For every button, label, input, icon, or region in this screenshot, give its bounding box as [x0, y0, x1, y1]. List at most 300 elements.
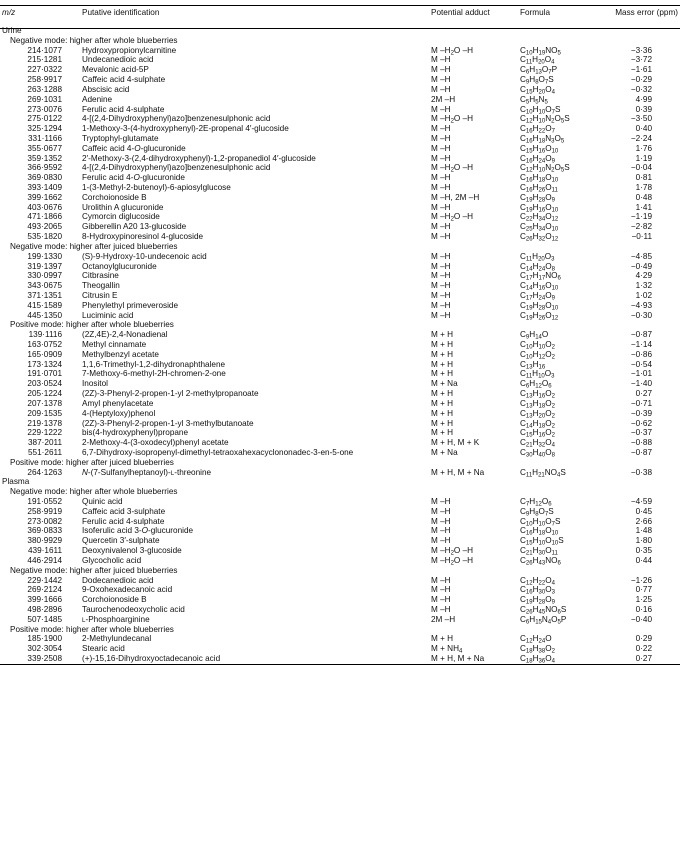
table-row [0, 556, 680, 566]
table-row [0, 634, 680, 644]
table-row [0, 85, 680, 95]
group-label: Negative mode: higher after whole blueberries [10, 35, 178, 45]
cell-mz: 439·1611 [28, 546, 62, 556]
cell-formula: $C_{16}H_{30}O_3$ [520, 585, 555, 596]
cell-identification: Gibberellin A20 13-glucoside [82, 222, 187, 232]
cell-identification: Caffeic acid 3-sulphate [82, 506, 166, 516]
cell-formula: $C_{26}H_{43}NO_6$ [520, 555, 561, 567]
cell-formula: $C_{19}H_{16}O_{10}$ [520, 202, 559, 214]
cell-mz: 173·1324 [27, 359, 62, 369]
cell-adduct: M –H [431, 310, 451, 320]
cell-adduct: M –H [431, 271, 451, 281]
cell-identification: Phenylethyl primeveroside [82, 300, 179, 310]
cell-mz: 493·2065 [27, 222, 62, 232]
cell-adduct: M –H [431, 153, 451, 163]
cell-adduct: M –H [431, 516, 451, 526]
cell-adduct: M + H [431, 359, 454, 369]
cell-adduct: M –H [431, 506, 451, 516]
cell-adduct: M –H [431, 575, 451, 585]
cell-mass-error: 1·41 [635, 202, 652, 212]
cell-mz: 191·0701 [27, 369, 62, 379]
cell-adduct: 2M –H [431, 614, 456, 624]
cell-adduct: M + H, M + Na [431, 654, 485, 663]
group-heading [0, 625, 680, 635]
cell-identification: Adenine [82, 94, 113, 104]
cell-identification: Ferulic acid 4-O-glucuronide [82, 173, 185, 183]
cell-mass-error: 0·27 [635, 389, 652, 399]
table-row [0, 65, 680, 75]
cell-formula: $C_9H_8O_7S$ [520, 75, 554, 86]
cell-mz: 339·2508 [27, 654, 62, 663]
cell-mass-error: −0·40 [630, 614, 652, 624]
cell-formula: $C_{17}H_{17}NO_6$ [520, 271, 561, 282]
table-row [0, 271, 680, 281]
cell-identification: Ferulic acid 4-sulphate [82, 104, 165, 114]
cell-mass-error: −4·93 [630, 300, 652, 310]
cell-mz: 199·1330 [27, 251, 62, 261]
cell-identification: Methylbenzyl acetate [82, 349, 159, 359]
cell-mz: 263·1288 [27, 84, 62, 94]
cell-mz: 275·0122 [27, 114, 62, 124]
cell-identification: 6,7-Dihydroxy-isopropenyl-dimethyl-tetraoxahexacyclononadec-3-en-5-one [82, 447, 354, 457]
cell-identification: Corchoionoside B [82, 192, 147, 202]
cell-adduct: M + H [431, 389, 454, 399]
cell-adduct: M + Na [431, 447, 458, 457]
cell-mz: 319·1397 [27, 261, 62, 271]
cell-mz: 227·0322 [27, 65, 62, 75]
cell-mz: 366·9592 [27, 163, 62, 173]
table-row [0, 497, 680, 507]
cell-identification: Glycocholic acid [82, 555, 142, 565]
table-row [0, 468, 680, 478]
cell-adduct: M + H [431, 330, 454, 340]
cell-formula: $C_{15}H_{10}O_{10}S$ [520, 536, 564, 547]
cell-identification: Quinic acid [82, 497, 123, 506]
cell-adduct: M –H [431, 202, 451, 212]
cell-mass-error: 0·22 [635, 644, 652, 654]
cell-formula: $C_6H_{13}O_7P$ [520, 65, 558, 76]
cell-identification: N-(7-Sulfanylheptanoyl)-L-threonine [82, 467, 212, 477]
cell-mz: 325·1294 [27, 124, 62, 134]
table-row [0, 517, 680, 527]
table-body [0, 26, 680, 665]
cell-mz: 269·1031 [27, 94, 62, 104]
table-row [0, 546, 680, 556]
cell-mz: 185·1900 [27, 634, 62, 644]
cell-mass-error: −0·11 [631, 232, 652, 242]
cell-mass-error: 1·48 [635, 526, 652, 536]
cell-mass-error: −0·54 [630, 359, 652, 369]
cell-formula: $C_{13}H_{16}$ [520, 359, 546, 371]
group-label: Positive mode: higher after whole blueberries [10, 624, 174, 634]
cell-adduct: M –H [431, 261, 451, 271]
table-row [0, 183, 680, 193]
header-row [0, 3, 680, 23]
table-row [0, 350, 680, 360]
cell-formula: $C_{26}H_{45}NO_6S$ [520, 604, 567, 616]
cell-mz: 258·9917 [27, 75, 62, 85]
cell-mass-error: −3·72 [630, 55, 652, 65]
cell-formula: $C_{16}H_{22}O_7$ [520, 124, 555, 135]
cell-adduct: M $-H_2O$ –H [431, 546, 474, 557]
cell-formula: $C_{10}H_{10}O_7S$ [520, 104, 561, 115]
cell-adduct: $M + NH_4$ [431, 644, 463, 655]
cell-mass-error: 0·27 [635, 654, 652, 663]
table-row [0, 615, 680, 625]
cell-mass-error: −0·39 [630, 408, 652, 418]
cell-identification: 1-(3-Methyl-2-butenoyl)-6-apiosylglucose [82, 183, 231, 192]
cell-formula: $C_{19}H_{28}O_{10}$ [520, 300, 559, 312]
cell-mz: 229·1442 [27, 575, 62, 585]
cell-adduct: M $-H_2O$ –H [431, 114, 474, 125]
cell-adduct: M –H [431, 222, 451, 232]
cell-identification: 7-Methoxy-6-methyl-2H-chromen-2-one [82, 369, 226, 379]
cell-mz: 258·9919 [27, 506, 62, 516]
cell-identification: (2Z)-3-Phenyl-2-propen-1-yl 2-methylpropanoate [82, 389, 259, 399]
table-row [0, 654, 680, 664]
cell-formula: $C_{12}H_{10}N_2O_5S$ [520, 114, 570, 125]
table-row [0, 75, 680, 85]
cell-identification: Stearic acid [82, 644, 125, 654]
cell-mass-error: 0·45 [635, 506, 652, 516]
cell-identification: Tryptophyl-glutamate [82, 133, 159, 143]
cell-identification: Deoxynivalenol 3-glucoside [82, 546, 182, 556]
table-row [0, 399, 680, 409]
cell-identification: 2-Methoxy-4-(3-oxodecyl)phenyl acetate [82, 438, 229, 448]
table-row [0, 134, 680, 144]
cell-formula: $C_{12}H_{10}N_2O_5S$ [520, 163, 570, 174]
cell-mz: 302·3054 [27, 644, 62, 654]
cell-mass-error: 0·77 [635, 585, 652, 595]
cell-formula: $C_{11}H_{20}O_4$ [520, 55, 555, 66]
cell-formula: $C_{16}H_{24}O_9$ [520, 153, 555, 165]
cell-mz: 535·1820 [27, 232, 62, 242]
cell-mz: 343·0675 [27, 281, 62, 291]
table-row [0, 507, 680, 517]
cell-identification: 4-(Heptyloxy)phenol [82, 408, 156, 418]
table-row [0, 144, 680, 154]
cell-formula: $C_{16}H_{18}O_{10}$ [520, 526, 559, 537]
table-row [0, 163, 680, 173]
cell-adduct: M –H [431, 143, 451, 153]
cell-adduct: M –H [431, 232, 451, 242]
table-row [0, 605, 680, 615]
table-row [0, 203, 680, 213]
table-row [0, 448, 680, 458]
cell-formula: $C_{10}H_{10}O_7S$ [520, 516, 561, 528]
cell-mz: 273·0076 [27, 104, 62, 114]
cell-formula: $C_{14}H_{16}O_{10}$ [520, 281, 559, 292]
cell-formula: $C_7H_{12}O_6$ [520, 497, 552, 508]
table-row [0, 252, 680, 262]
cell-mz: 229·1222 [27, 428, 62, 438]
cell-adduct: M –H [431, 526, 451, 536]
table-row [0, 311, 680, 321]
section-label: Plasma [2, 477, 30, 487]
cell-adduct: M –H [431, 124, 451, 134]
cell-identification: Hydroxypropionylcarnitine [82, 45, 177, 55]
cell-formula: $C_5H_5N_5$ [520, 94, 548, 106]
cell-formula: $C_{10}H_{12}O_2$ [520, 349, 555, 361]
cell-identification: 2-Methylundecanal [82, 634, 152, 644]
table-row [0, 55, 680, 65]
cell-identification: 1,1,6-Trimethyl-1,2-dihydronaphthalene [82, 359, 226, 369]
cell-mz: 264·1263 [27, 467, 62, 477]
cell-mass-error: 0·44 [635, 555, 652, 565]
cell-adduct: M + H, M + K [431, 438, 480, 448]
cell-identification: (2Z)-3-Phenyl-2-propen-1-yl 3-methylbutanoate [82, 418, 254, 428]
cell-identification: 4-[(2,4-Dihydroxyphenyl)azo]benzenesulphonic acid [82, 163, 271, 173]
section-heading [0, 26, 680, 36]
table-row [0, 193, 680, 203]
cell-formula: $C_{13}H_{18}O_2$ [520, 398, 555, 410]
table-row [0, 46, 680, 56]
cell-formula: $C_{13}H_{16}O_2$ [520, 389, 555, 400]
cell-mz: 273·0082 [27, 516, 62, 526]
table-row [0, 95, 680, 105]
cell-mz: 359·1352 [27, 153, 62, 163]
cell-mz: 331·1166 [28, 133, 62, 143]
cell-mass-error: −2·82 [630, 222, 652, 232]
table-row [0, 262, 680, 272]
cell-mass-error: −0·87 [630, 330, 652, 340]
cell-formula: $C_{11}H_{20}O_3$ [520, 251, 555, 263]
table-row [0, 595, 680, 605]
cell-identification: Undecanedioic acid [82, 55, 154, 65]
table-row [0, 576, 680, 586]
cell-formula: $C_{10}H_{19}NO_5$ [520, 45, 561, 57]
table-row [0, 330, 680, 340]
cell-mass-error: −0·87 [630, 447, 652, 457]
cell-formula: $C_{21}H_{30}O_{11}$ [520, 546, 558, 557]
cell-formula: $C_{13}H_{20}O_2$ [520, 408, 555, 420]
cell-mass-error: 1·25 [635, 595, 652, 605]
cell-mz: 415·1589 [27, 300, 62, 310]
cell-formula: $C_{15}H_{16}O_{10}$ [520, 143, 559, 155]
cell-mz: 219·1378 [27, 418, 62, 428]
cell-identification: Amyl phenylacetate [82, 398, 154, 408]
table-row [0, 389, 680, 399]
cell-mz: 207·1378 [27, 398, 62, 408]
cell-mz: 380·9929 [27, 536, 62, 546]
cell-formula: $C_{11}H_{21}NO_4S$ [520, 467, 566, 479]
cell-adduct: M $-H_2O$ –H [431, 45, 474, 57]
table-row [0, 419, 680, 429]
cell-identification: Isoferulic acid 3-O-glucuronide [82, 526, 194, 536]
table-row [0, 585, 680, 595]
header-adduct: Potential adduct [431, 8, 490, 17]
table-row [0, 301, 680, 311]
cell-formula: $C_{30}H_{40}O_8$ [520, 447, 555, 459]
cell-identification: Dodecanedioic acid [82, 575, 154, 585]
cell-formula: $C_{15}H_{16}O_2$ [520, 428, 555, 439]
table-row [0, 644, 680, 654]
cell-mass-error: −0·32 [630, 84, 652, 94]
cell-formula: $C_{16}H_{18}N_3O_5$ [520, 133, 565, 145]
cell-mass-error: 4·99 [635, 94, 652, 104]
cell-mz: 498·2896 [27, 604, 62, 614]
cell-formula: $C_{19}H_{26}O_{12}$ [520, 310, 559, 322]
cell-formula: $C_{14}H_{18}O_2$ [520, 418, 555, 429]
cell-mass-error: −0·04 [630, 163, 652, 173]
cell-identification: Cymorcin diglucoside [82, 212, 160, 222]
cell-identification: (+)-15,16-Dihydroxyoctadecanoic acid [82, 654, 221, 663]
cell-formula: $C_{22}H_{34}O_{12}$ [520, 212, 559, 223]
cell-identification: (2Z,4E)-2,4-Nonadienal [82, 330, 168, 340]
cell-mass-error: −0·88 [630, 438, 652, 448]
bottom-rule [0, 664, 680, 665]
cell-adduct: M –H [431, 300, 451, 310]
table-row [0, 281, 680, 291]
cell-adduct: M $-H_2O$ –H [431, 163, 474, 174]
table-row [0, 114, 680, 124]
cell-identification: L-Phosphoarginine [82, 614, 150, 624]
cell-mass-error: −3·36 [630, 45, 652, 55]
cell-mass-error: 0·16 [635, 604, 652, 614]
cell-mass-error: 0·40 [635, 124, 652, 134]
cell-identification: (S)-9-Hydroxy-10-undecenoic acid [82, 251, 207, 261]
cell-mass-error: −0·30 [630, 310, 652, 320]
cell-mass-error: 1·76 [635, 143, 652, 153]
cell-adduct: M –H [431, 281, 451, 291]
cell-mass-error: 1·80 [635, 536, 652, 546]
group-label: Positive mode: higher after whole blueberries [10, 320, 174, 330]
cell-mass-error: 0·81 [635, 173, 652, 183]
cell-formula: $C_{15}H_{20}O_4$ [520, 84, 555, 96]
table-row [0, 212, 680, 222]
cell-mz: 191·0552 [27, 497, 62, 506]
cell-mass-error: 0·48 [635, 192, 652, 202]
cell-mass-error: −1·26 [630, 575, 652, 585]
cell-identification: Caffeic acid 4-O-glucuronide [82, 143, 186, 153]
cell-mass-error: −0·29 [630, 75, 652, 85]
cell-mz: 446·2914 [27, 555, 62, 565]
table-row [0, 105, 680, 115]
table-row [0, 536, 680, 546]
cell-formula: $C_9H_8O_7S$ [520, 506, 554, 518]
cell-mz: 551·2611 [28, 447, 62, 457]
cell-adduct: M + H [431, 428, 454, 438]
table-row [0, 340, 680, 350]
cell-mass-error: 1·78 [635, 183, 652, 192]
group-label: Negative mode: higher after whole blueberries [10, 487, 178, 497]
cell-formula: $C_{26}H_{32}O_{12}$ [520, 232, 559, 243]
cell-formula: $C_{14}H_{24}O_8$ [520, 261, 555, 272]
cell-identification: 9-Oxohexadecanoic acid [82, 585, 173, 595]
cell-mass-error: 1·19 [635, 153, 652, 163]
cell-mass-error: −4·85 [630, 251, 652, 261]
cell-identification: Abscisic acid [82, 84, 130, 94]
cell-mass-error: −1·19 [630, 212, 652, 222]
cell-identification: 8-Hydroxypinoresinol 4-glucoside [82, 232, 204, 242]
cell-mz: 355·0677 [27, 143, 62, 153]
cell-adduct: M –H [431, 251, 451, 261]
cell-mass-error: 1·32 [635, 281, 652, 291]
cell-identification: Corchoionoside B [82, 595, 147, 605]
table-row [0, 379, 680, 389]
header-error: Mass error (ppm) [615, 8, 678, 17]
cell-mass-error: 1·02 [635, 290, 652, 300]
cell-adduct: M $-H_2O$ –H [431, 555, 474, 567]
cell-mz: 399·1662 [27, 192, 62, 202]
cell-adduct: M –H [431, 183, 451, 192]
cell-mz: 369·0830 [27, 173, 62, 183]
cell-mz: 139·1116 [28, 330, 62, 340]
cell-adduct: M –H [431, 84, 451, 94]
cell-adduct: M + H [431, 634, 454, 644]
cell-mass-error: −0·71 [630, 398, 652, 408]
cell-mz: 399·1666 [27, 595, 62, 605]
cell-mass-error: 0·39 [635, 104, 652, 114]
header-formula: Formula [520, 8, 551, 17]
cell-mz: 165·0909 [27, 349, 62, 359]
cell-formula: $C_{16}H_{26}O_{11}$ [520, 183, 558, 194]
cell-adduct: M + H [431, 369, 454, 379]
cell-formula: $C_{11}H_{10}O_3$ [520, 369, 555, 380]
cell-mass-error: 0·35 [635, 546, 652, 556]
header-identification: Putative identification [82, 8, 160, 17]
group-label: Positive mode: higher after juiced blueberries [10, 457, 174, 467]
cell-identification: Caffeic acid 4-sulphate [82, 75, 166, 85]
cell-mass-error: −1·14 [630, 340, 652, 349]
table-row [0, 526, 680, 536]
cell-mz: 471·1866 [27, 212, 62, 222]
cell-adduct: M + H [431, 340, 454, 349]
cell-formula: $C_6H_{15}N_4O_5P$ [520, 614, 567, 626]
cell-formula: $C_{16}H_{18}O_{10}$ [520, 173, 559, 184]
cell-formula: $C_{10}H_{10}O_2$ [520, 340, 555, 351]
cell-adduct: M + H [431, 418, 454, 428]
cell-adduct: M + H [431, 398, 454, 408]
cell-adduct: M –H [431, 65, 451, 75]
cell-adduct: 2M –H [431, 94, 456, 104]
cell-formula: $C_{17}H_{24}O_9$ [520, 290, 555, 302]
group-heading [0, 320, 680, 330]
cell-adduct: M –H [431, 104, 451, 114]
group-label: Negative mode: higher after juiced blueberries [10, 565, 178, 575]
cell-mz: 387·2011 [28, 438, 62, 448]
cell-mass-error: −1·01 [630, 369, 652, 379]
cell-identification: Methyl cinnamate [82, 340, 147, 349]
cell-formula: $C_6H_{12}O_6$ [520, 379, 552, 390]
table-row [0, 173, 680, 183]
cell-identification: Ferulic acid 4-sulphate [82, 516, 165, 526]
cell-identification: Octanoylglucuronide [82, 261, 157, 271]
cell-identification: bis(4-hydroxyphenyl)propane [82, 428, 189, 438]
cell-mz: 163·0752 [27, 340, 62, 349]
section-label: Urine [2, 26, 22, 35]
cell-mz: 214·1077 [27, 45, 62, 55]
group-heading [0, 242, 680, 252]
cell-adduct: M + H [431, 349, 454, 359]
cell-formula: $C_{25}H_{34}O_{10}$ [520, 222, 559, 233]
cell-adduct: M + Na [431, 379, 458, 389]
data-table [0, 3, 680, 665]
cell-adduct: M + H, M + Na [431, 467, 485, 477]
cell-mz: 371·1351 [27, 290, 62, 300]
cell-mass-error: −0·49 [630, 261, 652, 271]
cell-identification: 1-Methoxy-3-(4-hydroxyphenyl)-2E-propenal 4′-glucoside [82, 124, 289, 134]
cell-adduct: M –H [431, 585, 451, 595]
table-row [0, 360, 680, 370]
cell-formula: $C_{21}H_{32}O_4$ [520, 438, 555, 449]
cell-mass-error: −0·62 [630, 418, 652, 428]
cell-identification: Citbrasine [82, 271, 119, 281]
cell-adduct: M –H, 2M –H [431, 192, 480, 202]
cell-mass-error: −3·50 [630, 114, 652, 124]
cell-adduct: M –H [431, 536, 451, 546]
cell-identification: 2′-Methoxy-3-(2,4-dihydroxyphenyl)-1,2-propanediol 4′-glucoside [82, 153, 316, 163]
